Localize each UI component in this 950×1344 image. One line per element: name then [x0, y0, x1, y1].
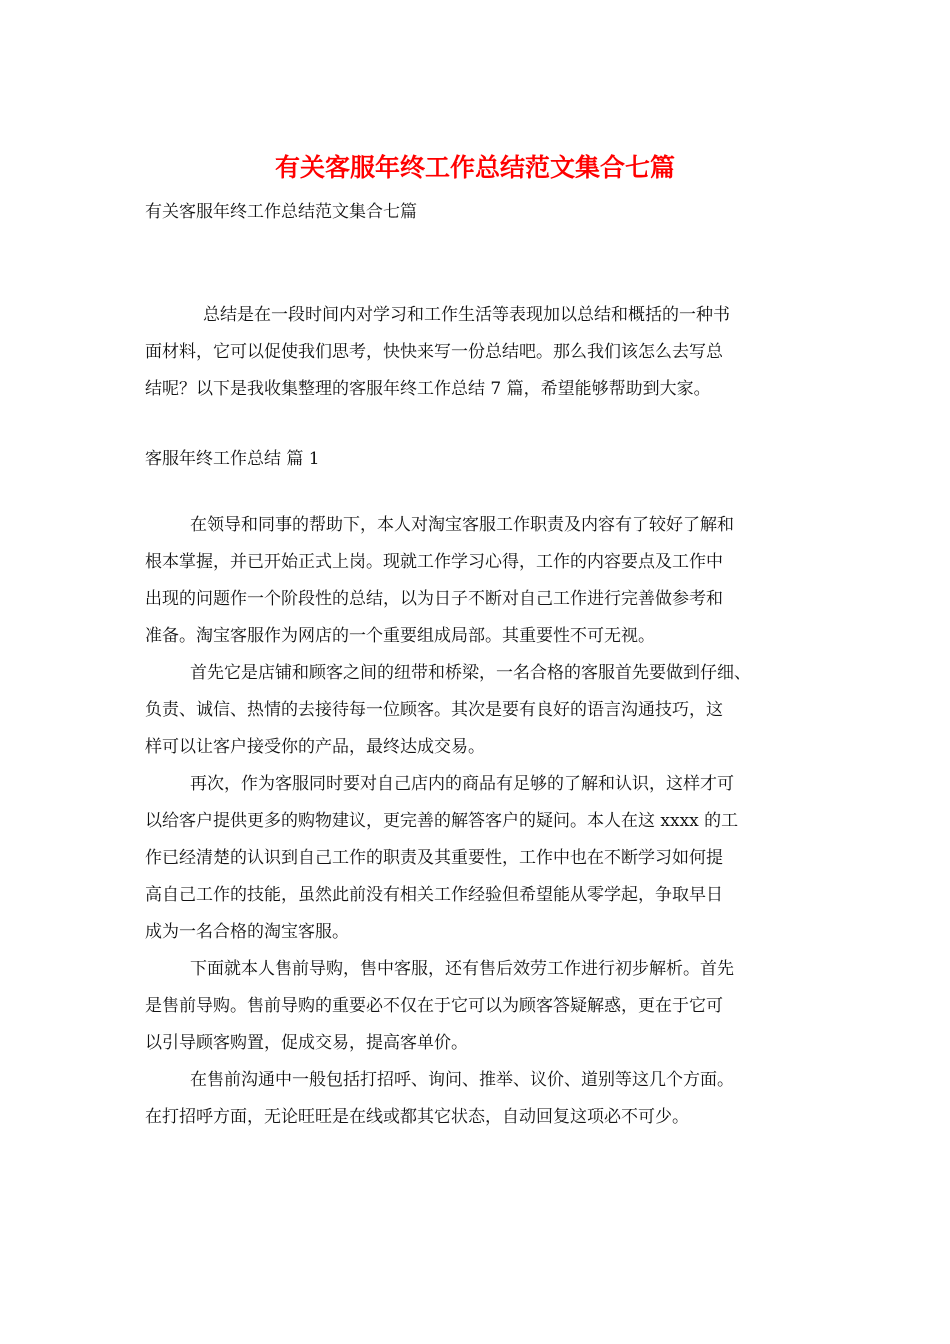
paragraph-line: 根本掌握，并已开始正式上岗。现就工作学习心得，工作的内容要点及工作中 — [145, 552, 723, 572]
paragraph-line: 出现的问题作一个阶段性的总结，以为日子不断对自己工作进行完善做参考和 — [145, 589, 723, 609]
intro-line: 结呢？以下是我收集整理的客服年终工作总结 7 篇，希望能够帮助到大家。 — [145, 379, 711, 399]
intro-line: 总结是在一段时间内对学习和工作生活等表现加以总结和概括的一种书 — [203, 305, 730, 325]
paragraph-line: 首先它是店铺和顾客之间的纽带和桥梁，一名合格的客服首先要做到仔细、 — [190, 663, 751, 683]
body-paragraph — [145, 507, 825, 655]
paragraph-line: 再次，作为客服同时要对自己店内的商品有足够的了解和认识，这样才可 — [190, 774, 734, 794]
section-heading: 客服年终工作总结 篇 1 — [145, 449, 320, 469]
body-paragraph — [145, 951, 825, 1062]
paragraph-line: 成为一名合格的淘宝客服。 — [145, 922, 349, 942]
paragraph-line: 在打招呼方面，无论旺旺是在线或都其它状态，自动回复这项必不可少。 — [145, 1107, 689, 1127]
paragraph-line: 负责、诚信、热情的去接待每一位顾客。其次是要有良好的语言沟通技巧，这 — [145, 700, 723, 720]
body-paragraph — [145, 766, 825, 951]
paragraph-line: 是售前导购。售前导购的重要必不仅在于它可以为顾客答疑解惑，更在于它可 — [145, 996, 723, 1016]
paragraph-line: 在售前沟通中一般包括打招呼、询问、推举、议价、道别等这几个方面。 — [190, 1070, 734, 1090]
paragraph-line: 下面就本人售前导购，售中客服，还有售后效劳工作进行初步解析。首先 — [190, 959, 734, 979]
intro-paragraph — [145, 297, 825, 408]
paragraph-line: 准备。淘宝客服作为网店的一个重要组成局部。其重要性不可无视。 — [145, 626, 655, 646]
paragraph-line: 作已经清楚的认识到自己工作的职责及其重要性，工作中也在不断学习如何提 — [145, 848, 723, 868]
document-subtitle: 有关客服年终工作总结范文集合七篇 — [145, 202, 417, 222]
body-paragraph — [145, 655, 825, 766]
body-paragraph — [145, 1062, 825, 1136]
intro-line: 面材料，它可以促使我们思考，快快来写一份总结吧。那么我们该怎么去写总 — [145, 342, 723, 362]
paragraph-line: 以引导顾客购置，促成交易，提高客单价。 — [145, 1033, 468, 1053]
paragraph-line: 样可以让客户接受你的产品，最终达成交易。 — [145, 737, 485, 757]
paragraph-line: 在领导和同事的帮助下，本人对淘宝客服工作职责及内容有了较好了解和 — [190, 515, 734, 535]
document-title: 有关客服年终工作总结范文集合七篇 — [274, 153, 675, 182]
paragraph-line: 高自己工作的技能，虽然此前没有相关工作经验但希望能从零学起，争取早日 — [145, 885, 723, 905]
paragraph-line: 以给客户提供更多的购物建议，更完善的解答客户的疑问。本人在这 xxxx 的工 — [145, 811, 739, 831]
